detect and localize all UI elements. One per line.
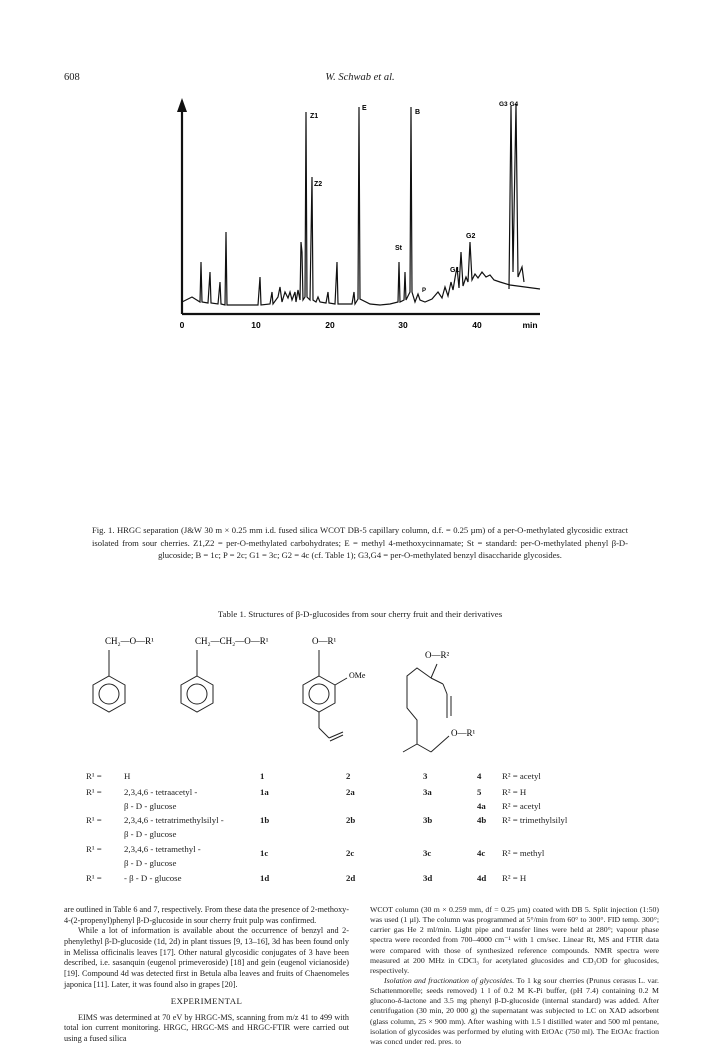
paragraph: EIMS was determined at 70 eV by HRGC-MS, scanning from m/z 41 to 499 with total ion current monitoring. HRGC, HRGC-MS and HRGC-FTIR were carried out using a fused silica xyxy=(64,1012,349,1043)
table-cell: 3d xyxy=(423,873,433,883)
table-cell: 4b xyxy=(477,815,487,825)
paragraph: are outlined in Table 6 and 7, respectively. From these data the presence of 2-methoxy-4-(2-propenyl)phenyl β-D-glucoside in sour cherry fruit pulp was confirmed. xyxy=(64,905,349,925)
table-row-label: R¹ = xyxy=(86,844,102,854)
chromatogram-trace xyxy=(182,107,540,305)
table-cell: 3c xyxy=(423,848,432,858)
peak-label-st: St xyxy=(395,245,402,252)
x-tick-label: 30 xyxy=(398,320,408,330)
table-row-label: R¹ = xyxy=(86,815,102,825)
paragraph: WCOT column (30 m × 0.259 mm, df = 0.25 µm) coated with DB 5. Split injection (1:50) was used (1 µl). The column was programmed at 5°/min from 60° to 300°. FID temp. 300°; carrier gas He 2 ml/min. Light pipe and transfer lines were held at 280°; vapour phase spectra were recorded from 700–4000 cm⁻¹ with 1 cm/sec. Linear Rt, MS and FTIR data were compared with those of synthesized reference compounds. NMR spectra were measured at 200 MHz in CDCl₃ for acetylated glucosides and CD₃OD for glucosides, respectively. xyxy=(370,905,659,975)
y-axis-arrow-icon xyxy=(177,98,187,112)
table-cell: 4a xyxy=(477,801,486,811)
page-number: 608 xyxy=(64,72,80,83)
x-tick-label: 0 xyxy=(179,320,185,330)
benzene-ring-3 xyxy=(303,676,335,712)
table-cell: 2c xyxy=(346,848,355,858)
table-cell-r2: R² = H xyxy=(502,787,527,797)
table-cell: 5 xyxy=(477,787,482,797)
structure-label-ome: OMe xyxy=(349,671,366,680)
table-row-substituent: H xyxy=(124,771,131,781)
table-cell-r2: R² = trimethylsilyl xyxy=(502,815,568,825)
right-column xyxy=(370,905,659,1047)
x-tick-label: 20 xyxy=(325,320,335,330)
table-row-label: R¹ = xyxy=(86,771,102,781)
terpene-chain xyxy=(403,668,431,752)
paragraph: To 1 kg sour cherries (Prunus cerasus L. var. Schattenmorelle; seeds removed) 1 l of 0.2 M K-Pi buffer, (pH 7.4) containing 0.2 M glucono-δ-lactone and 3.5 mg phenyl β-D-glucoside (internal standard) was added. After centrifugation (30 min, 20 000 g) the supernatant was subjected to LC on XAD adsorbent (glass column, 25 × 900 mm). After washing with 1.5 l distilled water and 500 ml pentane, isolation of glycosides was performed by eluting with EtOAc (750 ml). The EtOAc fraction was concd under red. pres. to xyxy=(370,975,659,1046)
x-tick-label: 40 xyxy=(472,320,482,330)
table-row-substituent-2: β - D - glucose xyxy=(124,829,177,839)
x-axis-unit: min xyxy=(522,320,538,330)
structure-drawings xyxy=(85,628,545,770)
table-row-substituent: 2,3,4,6 - tetratrimethylsilyl - xyxy=(124,815,224,825)
table-cell-r2: R² = H xyxy=(502,873,527,883)
table-cell: 1a xyxy=(260,787,269,797)
benzene-ring-1 xyxy=(93,676,125,712)
peak-label-g2: G2 xyxy=(466,233,476,240)
chromatogram-figure xyxy=(170,92,570,338)
figure-caption: Fig. 1. HRGC separation (J&W 30 m × 0.25 mm i.d. fused silica WCOT DB-5 capillary column, d.f. = 0.25 µm) of a per-O-methylated glycosidic extract isolated from sour cherries. Z1,Z2 = per-O-methylated carbohydrates; E = methyl 4-methoxycinnamate; St = standard: per-O-methylated phenyl β-D-glucoside; B = 1c; P = 2c; G1 = 3c; G2 = 4c (cf. Table 1); G3,G4 = per-O-methylated benzyl disaccharide glycosides. xyxy=(92,525,628,560)
structure-label-1: CH₂—O—R¹ xyxy=(105,636,154,646)
table-cell: 1b xyxy=(260,815,270,825)
structure-label-3: O—R¹ xyxy=(312,636,337,646)
table-cell: 3 xyxy=(423,771,428,781)
peak-label-z1: Z1 xyxy=(310,113,319,120)
table-cell: 1c xyxy=(260,848,269,858)
table-cell: 2d xyxy=(346,873,356,883)
table-caption: Table 1. Structures of β-D-glucosides from sour cherry fruit and their derivatives xyxy=(217,609,503,619)
structure-label-4-bottom: O—R¹ xyxy=(451,728,476,738)
peak-label-g3g4: G3 G4 xyxy=(499,101,519,108)
section-heading: EXPERIMENTAL xyxy=(170,996,243,1006)
table-cell-r2: R² = acetyl xyxy=(502,771,541,781)
table-cell: 4 xyxy=(477,771,482,781)
peak-label-z2: Z2 xyxy=(314,181,323,188)
table-cell: 2b xyxy=(346,815,356,825)
benzene-ring-2 xyxy=(181,676,213,712)
table-cell: 3a xyxy=(423,787,432,797)
table-cell: 3b xyxy=(423,815,433,825)
running-head: W. Schwab et al. xyxy=(325,72,395,83)
table-row-label: R¹ = xyxy=(86,787,102,797)
table-cell: 1d xyxy=(260,873,270,883)
peak-label-b: B xyxy=(415,109,421,116)
table-row-substituent-2: β - D - glucose xyxy=(124,858,177,868)
structure-label-4-top: O—R² xyxy=(425,650,450,660)
left-column xyxy=(64,905,349,990)
x-tick-label: 10 xyxy=(251,320,261,330)
structure-label-2: CH₂—CH₂—O—R¹ xyxy=(195,636,269,646)
table-row-label: R¹ = xyxy=(86,873,102,883)
peak-label-e: E xyxy=(362,105,367,112)
table-row-substituent: - β - D - glucose xyxy=(124,873,182,883)
table-row-substituent: 2,3,4,6 - tetraacetyl - xyxy=(124,787,198,797)
g3g4-peaks xyxy=(509,104,524,289)
table-cell: 1 xyxy=(260,771,265,781)
table-cell-r2: R² = methyl xyxy=(502,848,545,858)
subsection-title: Isolation and fractionation of glycosides. xyxy=(384,975,515,985)
table-cell: 4d xyxy=(477,873,487,883)
table-row-substituent: 2,3,4,6 - tetramethyl - xyxy=(124,844,201,854)
table-cell: 4c xyxy=(477,848,486,858)
table-cell: 2a xyxy=(346,787,355,797)
table-cell: 2 xyxy=(346,771,351,781)
table-row-substituent-2: β - D - glucose xyxy=(124,801,177,811)
left-column-bottom xyxy=(64,996,349,1045)
peak-label-p: P xyxy=(422,288,427,294)
table-cell-r2: R² = acetyl xyxy=(502,801,541,811)
paragraph: While a lot of information is available about the occurrence of benzyl and 2-phenylethyl β-D-glucoside (1d, 2d) in plant tissues [9, 13–16], 3d has been found only in Melissa officinalis leaves [17]. Other natural glycosidic conjugates of 3 have been described, i.e. sasanquin (eugenol primeveroside) [18] and gein (eugenol vicianoside) [19]. Compound 4d was detected first in Betula alba leaves and fruits of Chaenomeles japonica [11]. Later, it was found also in grapes [20]. xyxy=(64,926,349,989)
peak-label-g1: G1 xyxy=(450,267,460,274)
